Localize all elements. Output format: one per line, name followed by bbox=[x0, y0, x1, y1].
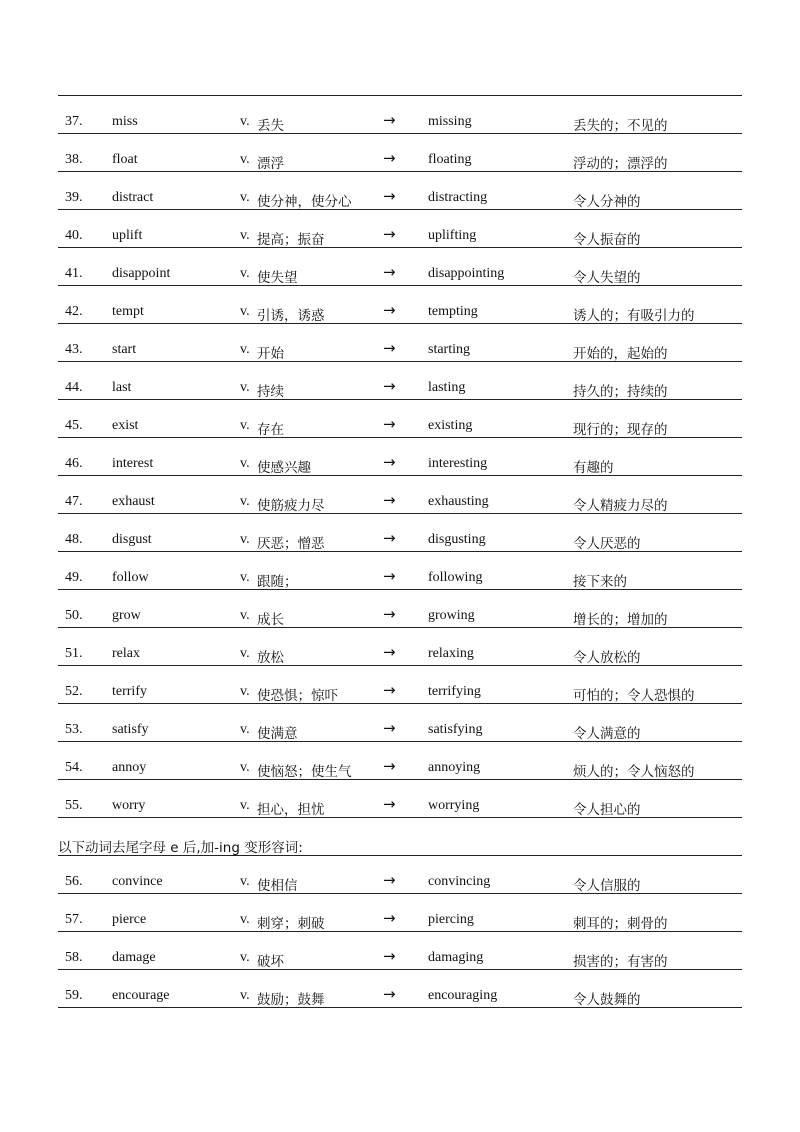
entry-number: 39. bbox=[65, 190, 83, 205]
entry-number: 48. bbox=[65, 532, 83, 547]
part-of-speech: v. bbox=[240, 912, 250, 927]
adjective-word: satisfying bbox=[428, 722, 483, 737]
adjective-word: uplifting bbox=[428, 228, 477, 243]
verb-word: follow bbox=[112, 570, 149, 585]
verb-word: grow bbox=[112, 608, 141, 623]
arrow-icon: → bbox=[383, 377, 396, 395]
verb-meaning: 使恐惧；惊吓 bbox=[257, 688, 338, 704]
entry-number: 43. bbox=[65, 342, 83, 357]
adjective-meaning: 丢失的；不见的 bbox=[573, 118, 668, 134]
vocab-row bbox=[58, 514, 742, 552]
adjective-meaning: 令人精疲力尽的 bbox=[573, 498, 668, 514]
adjective-meaning: 浮动的；漂浮的 bbox=[573, 156, 668, 172]
arrow-icon: → bbox=[383, 985, 396, 1003]
adjective-word: piercing bbox=[428, 912, 474, 927]
adjective-meaning: 持久的；持续的 bbox=[573, 384, 668, 400]
verb-meaning: 跟随； bbox=[257, 574, 298, 590]
part-of-speech: v. bbox=[240, 266, 250, 281]
verb-meaning: 刺穿；刺破 bbox=[257, 916, 325, 932]
verb-word: distract bbox=[112, 190, 154, 205]
vocab-row bbox=[58, 210, 742, 248]
entry-number: 40. bbox=[65, 228, 83, 243]
arrow-icon: → bbox=[383, 567, 396, 585]
part-of-speech: v. bbox=[240, 988, 250, 1003]
vocab-row bbox=[58, 856, 742, 894]
vocab-row bbox=[58, 932, 742, 970]
adjective-word: starting bbox=[428, 342, 470, 357]
arrow-icon: → bbox=[383, 757, 396, 775]
verb-word: convince bbox=[112, 874, 163, 889]
adjective-meaning: 令人鼓舞的 bbox=[573, 992, 641, 1008]
entry-number: 41. bbox=[65, 266, 83, 281]
verb-meaning: 放松 bbox=[257, 650, 284, 666]
entry-number: 44. bbox=[65, 380, 83, 395]
verb-meaning: 使失望 bbox=[257, 270, 298, 286]
part-of-speech: v. bbox=[240, 950, 250, 965]
arrow-icon: → bbox=[383, 605, 396, 623]
part-of-speech: v. bbox=[240, 798, 250, 813]
verb-word: disappoint bbox=[112, 266, 171, 281]
arrow-icon: → bbox=[383, 643, 396, 661]
arrow-icon: → bbox=[383, 719, 396, 737]
verb-meaning: 丢失 bbox=[257, 118, 284, 134]
adjective-word: lasting bbox=[428, 380, 466, 395]
entry-number: 38. bbox=[65, 152, 83, 167]
adjective-word: exhausting bbox=[428, 494, 489, 509]
vocab-row bbox=[58, 780, 742, 818]
vocab-row bbox=[58, 704, 742, 742]
adjective-meaning: 损害的；有害的 bbox=[573, 954, 668, 970]
vocab-row bbox=[58, 172, 742, 210]
adjective-meaning: 令人担心的 bbox=[573, 802, 641, 818]
adjective-meaning: 现行的；现存的 bbox=[573, 422, 668, 438]
arrow-icon: → bbox=[383, 947, 396, 965]
verb-word: exist bbox=[112, 418, 139, 433]
adjective-word: tempting bbox=[428, 304, 478, 319]
adjective-meaning: 烦人的；令人恼怒的 bbox=[573, 764, 695, 780]
arrow-icon: → bbox=[383, 263, 396, 281]
adjective-word: encouraging bbox=[428, 988, 498, 1003]
verb-meaning: 使恼怒；使生气 bbox=[257, 764, 352, 780]
verb-word: last bbox=[112, 380, 132, 395]
verb-word: relax bbox=[112, 646, 140, 661]
verb-word: exhaust bbox=[112, 494, 155, 509]
part-of-speech: v. bbox=[240, 532, 250, 547]
verb-word: satisfy bbox=[112, 722, 149, 737]
verb-word: tempt bbox=[112, 304, 144, 319]
part-of-speech: v. bbox=[240, 304, 250, 319]
arrow-icon: → bbox=[383, 301, 396, 319]
arrow-icon: → bbox=[383, 529, 396, 547]
entry-number: 42. bbox=[65, 304, 83, 319]
vocab-row bbox=[58, 628, 742, 666]
vocab-row bbox=[58, 438, 742, 476]
entry-number: 55. bbox=[65, 798, 83, 813]
verb-meaning: 成长 bbox=[257, 612, 284, 628]
entry-number: 56. bbox=[65, 874, 83, 889]
part-of-speech: v. bbox=[240, 608, 250, 623]
verb-meaning: 漂浮 bbox=[257, 156, 284, 172]
part-of-speech: v. bbox=[240, 722, 250, 737]
arrow-icon: → bbox=[383, 871, 396, 889]
entry-number: 52. bbox=[65, 684, 83, 699]
verb-meaning: 厌恶；憎恶 bbox=[257, 536, 325, 552]
section-note: 以下动词去尾字母 e 后,加-ing 变形容词: bbox=[58, 840, 303, 856]
entry-number: 47. bbox=[65, 494, 83, 509]
arrow-icon: → bbox=[383, 453, 396, 471]
vocab-group-a bbox=[58, 96, 742, 818]
entry-number: 59. bbox=[65, 988, 83, 1003]
part-of-speech: v. bbox=[240, 342, 250, 357]
adjective-meaning: 增长的；增加的 bbox=[573, 612, 668, 628]
adjective-word: distracting bbox=[428, 190, 488, 205]
adjective-word: disappointing bbox=[428, 266, 505, 281]
verb-meaning: 使筋疲力尽 bbox=[257, 498, 325, 514]
part-of-speech: v. bbox=[240, 380, 250, 395]
vocab-row bbox=[58, 96, 742, 134]
verb-word: annoy bbox=[112, 760, 147, 775]
adjective-word: damaging bbox=[428, 950, 484, 965]
verb-meaning: 使相信 bbox=[257, 878, 298, 894]
part-of-speech: v. bbox=[240, 418, 250, 433]
verb-word: start bbox=[112, 342, 137, 357]
vocab-group-b bbox=[58, 856, 742, 1008]
arrow-icon: → bbox=[383, 339, 396, 357]
adjective-word: growing bbox=[428, 608, 475, 623]
adjective-meaning: 接下来的 bbox=[573, 574, 627, 590]
vocab-row bbox=[58, 362, 742, 400]
vocab-row bbox=[58, 324, 742, 362]
verb-meaning: 存在 bbox=[257, 422, 284, 438]
entry-number: 51. bbox=[65, 646, 83, 661]
vocab-row bbox=[58, 476, 742, 514]
adjective-meaning: 令人厌恶的 bbox=[573, 536, 641, 552]
entry-number: 37. bbox=[65, 114, 83, 129]
adjective-meaning: 刺耳的；刺骨的 bbox=[573, 916, 668, 932]
verb-meaning: 引诱，诱惑 bbox=[257, 308, 325, 324]
arrow-icon: → bbox=[383, 149, 396, 167]
adjective-word: existing bbox=[428, 418, 473, 433]
entry-number: 45. bbox=[65, 418, 83, 433]
verb-word: disgust bbox=[112, 532, 152, 547]
verb-word: uplift bbox=[112, 228, 143, 243]
adjective-meaning: 令人失望的 bbox=[573, 270, 641, 286]
part-of-speech: v. bbox=[240, 456, 250, 471]
adjective-meaning: 令人振奋的 bbox=[573, 232, 641, 248]
verb-meaning: 使分神，使分心 bbox=[257, 194, 352, 210]
adjective-word: following bbox=[428, 570, 483, 585]
part-of-speech: v. bbox=[240, 114, 250, 129]
adjective-word: missing bbox=[428, 114, 472, 129]
verb-word: miss bbox=[112, 114, 138, 129]
arrow-icon: → bbox=[383, 225, 396, 243]
vocab-row bbox=[58, 970, 742, 1008]
arrow-icon: → bbox=[383, 909, 396, 927]
arrow-icon: → bbox=[383, 111, 396, 129]
adjective-word: annoying bbox=[428, 760, 481, 775]
adjective-word: terrifying bbox=[428, 684, 481, 699]
section-note-row bbox=[58, 818, 742, 856]
vocab-row bbox=[58, 742, 742, 780]
arrow-icon: → bbox=[383, 681, 396, 699]
vocab-row bbox=[58, 666, 742, 704]
part-of-speech: v. bbox=[240, 494, 250, 509]
verb-word: pierce bbox=[112, 912, 147, 927]
part-of-speech: v. bbox=[240, 570, 250, 585]
entry-number: 53. bbox=[65, 722, 83, 737]
vocab-row bbox=[58, 286, 742, 324]
part-of-speech: v. bbox=[240, 760, 250, 775]
part-of-speech: v. bbox=[240, 646, 250, 661]
part-of-speech: v. bbox=[240, 228, 250, 243]
verb-meaning: 使满意 bbox=[257, 726, 298, 742]
adjective-word: disgusting bbox=[428, 532, 486, 547]
verb-meaning: 提高；振奋 bbox=[257, 232, 325, 248]
vocabulary-table bbox=[58, 95, 742, 1008]
adjective-word: interesting bbox=[428, 456, 488, 471]
vocab-row bbox=[58, 552, 742, 590]
adjective-meaning: 诱人的；有吸引力的 bbox=[573, 308, 695, 324]
verb-word: interest bbox=[112, 456, 154, 471]
adjective-word: relaxing bbox=[428, 646, 474, 661]
adjective-meaning: 可怕的；令人恐惧的 bbox=[573, 688, 695, 704]
verb-word: terrify bbox=[112, 684, 147, 699]
adjective-meaning: 令人分神的 bbox=[573, 194, 641, 210]
entry-number: 57. bbox=[65, 912, 83, 927]
arrow-icon: → bbox=[383, 187, 396, 205]
verb-meaning: 使感兴趣 bbox=[257, 460, 311, 476]
verb-word: float bbox=[112, 152, 138, 167]
adjective-meaning: 令人信服的 bbox=[573, 878, 641, 894]
entry-number: 50. bbox=[65, 608, 83, 623]
adjective-word: floating bbox=[428, 152, 472, 167]
verb-word: worry bbox=[112, 798, 146, 813]
vocab-row bbox=[58, 894, 742, 932]
entry-number: 58. bbox=[65, 950, 83, 965]
verb-meaning: 鼓励；鼓舞 bbox=[257, 992, 325, 1008]
adjective-meaning: 令人放松的 bbox=[573, 650, 641, 666]
entry-number: 54. bbox=[65, 760, 83, 775]
arrow-icon: → bbox=[383, 491, 396, 509]
vocab-row bbox=[58, 400, 742, 438]
verb-meaning: 持续 bbox=[257, 384, 284, 400]
adjective-meaning: 开始的，起始的 bbox=[573, 346, 668, 362]
adjective-word: worrying bbox=[428, 798, 480, 813]
verb-meaning: 担心，担忧 bbox=[257, 802, 325, 818]
part-of-speech: v. bbox=[240, 874, 250, 889]
entry-number: 46. bbox=[65, 456, 83, 471]
verb-word: encourage bbox=[112, 988, 170, 1003]
part-of-speech: v. bbox=[240, 152, 250, 167]
adjective-meaning: 令人满意的 bbox=[573, 726, 641, 742]
arrow-icon: → bbox=[383, 415, 396, 433]
arrow-icon: → bbox=[383, 795, 396, 813]
verb-word: damage bbox=[112, 950, 156, 965]
part-of-speech: v. bbox=[240, 190, 250, 205]
adjective-meaning: 有趣的 bbox=[573, 460, 614, 476]
entry-number: 49. bbox=[65, 570, 83, 585]
verb-meaning: 开始 bbox=[257, 346, 284, 362]
vocab-row bbox=[58, 590, 742, 628]
adjective-word: convincing bbox=[428, 874, 491, 889]
part-of-speech: v. bbox=[240, 684, 250, 699]
verb-meaning: 破坏 bbox=[257, 954, 284, 970]
vocab-row bbox=[58, 248, 742, 286]
vocab-row bbox=[58, 134, 742, 172]
